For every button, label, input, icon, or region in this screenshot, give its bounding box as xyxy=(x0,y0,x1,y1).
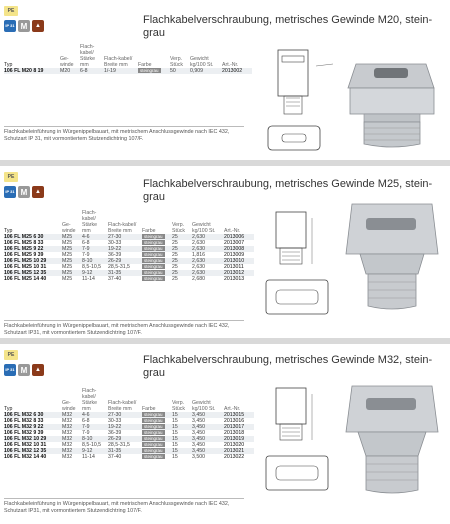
icon-row xyxy=(4,186,44,198)
cell-typ: 106 FL M32 10 29 xyxy=(4,436,62,442)
metric-thread-icon: M xyxy=(18,20,30,32)
col-gewicht: Gewicht kg/100 St. xyxy=(192,222,216,234)
cell-staerke: 9-12 xyxy=(82,448,108,454)
col-staerke: Flach-kabel/ Stärke mm xyxy=(82,388,97,412)
ip31-icon: IP 31 xyxy=(4,186,16,198)
color-swatch: steingrau xyxy=(144,448,163,453)
section-m32 xyxy=(0,346,450,524)
cell-artnr: 2013008 xyxy=(224,246,254,252)
cell-verp: 15 xyxy=(172,442,178,448)
table-header xyxy=(4,44,252,68)
cell-gewinde: M25 xyxy=(62,234,82,240)
cell-typ: 106 FL M32 12 35 xyxy=(4,448,62,454)
cell-farbe xyxy=(142,454,172,460)
cell-gewinde: M32 xyxy=(62,454,73,460)
cell-artnr: 2013020 xyxy=(224,442,245,448)
cell-gewicht: 3,450 xyxy=(192,430,205,436)
col-artnr: Art.-Nr. xyxy=(222,62,239,68)
color-swatch: steingrau xyxy=(144,252,163,257)
cell-breite: 27-30 xyxy=(108,234,142,240)
cell-breite: 19-22 xyxy=(108,424,142,430)
col-breite: Flach-kabel/ Breite mm xyxy=(104,56,133,68)
cell-verp: 15 xyxy=(172,454,178,460)
cell-gewinde: M32 xyxy=(62,430,73,436)
color-swatch: steingrau xyxy=(144,454,163,459)
cell-artnr: 2013013 xyxy=(224,276,245,282)
cell-verp: 25 xyxy=(172,270,192,276)
cell-gewinde: M32 xyxy=(62,442,73,448)
cell-gewicht: 2,630 xyxy=(192,246,224,252)
section-m20 xyxy=(0,0,450,160)
col-typ: Typ xyxy=(4,406,13,412)
cell-gewicht: 1,816 xyxy=(192,252,205,258)
cell-gewicht: 2,630 xyxy=(192,240,205,246)
color-swatch: steingrau xyxy=(144,234,163,239)
product-photo xyxy=(338,376,446,504)
cell-gewinde: M25 xyxy=(62,276,73,282)
section-divider xyxy=(0,338,450,344)
table-row xyxy=(4,454,254,460)
cell-verp: 15 xyxy=(172,430,178,436)
cell-gewinde: M32 xyxy=(62,418,73,424)
flame-icon: ▲ xyxy=(32,186,44,198)
cell-breite: 30-33 xyxy=(108,418,122,424)
color-swatch: steingrau xyxy=(144,276,163,281)
cell-verp: 15 xyxy=(172,412,192,418)
cell-gewinde: M25 xyxy=(62,258,82,264)
cell-artnr: 2013002 xyxy=(222,68,252,74)
cell-verp: 25 xyxy=(172,258,192,264)
cell-artnr: 2013010 xyxy=(224,258,254,264)
technical-drawing xyxy=(262,208,342,320)
cell-staerke: 6-8 xyxy=(80,68,104,74)
table-header xyxy=(4,388,254,412)
cell-breite: 36-39 xyxy=(108,252,122,258)
cell-breite: 31-35 xyxy=(108,270,142,276)
product-table xyxy=(4,388,254,460)
cell-verp: 15 xyxy=(172,448,192,454)
cell-verp: 25 xyxy=(172,234,192,240)
cell-farbe xyxy=(142,276,172,282)
col-breite: Flach-kabel/ Breite mm xyxy=(108,222,137,234)
section-divider xyxy=(0,160,450,166)
cell-gewicht: 2,630 xyxy=(192,264,205,270)
color-swatch: steingrau xyxy=(140,68,159,73)
cell-gewinde: M25 xyxy=(62,252,73,258)
cell-gewicht: 3,450 xyxy=(192,448,224,454)
col-artnr: Art.-Nr. xyxy=(224,406,241,412)
col-gewinde: Ge-winde xyxy=(60,56,74,68)
cell-artnr: 2013007 xyxy=(224,240,245,246)
cell-gewicht: 3,500 xyxy=(192,454,205,460)
cell-verp: 25 xyxy=(172,264,178,270)
pe-badge: PE xyxy=(4,172,18,182)
section-title: Flachkabelverschraubung, metrisches Gewinde M20, stein-grau xyxy=(143,14,433,39)
cell-breite: 36-39 xyxy=(108,430,122,436)
cell-artnr: 2013022 xyxy=(224,454,245,460)
cell-gewicht: 3,450 xyxy=(192,418,205,424)
cell-verp: 50 xyxy=(170,68,190,74)
product-table xyxy=(4,210,254,282)
cell-artnr: 2013009 xyxy=(224,252,245,258)
cell-artnr: 2013015 xyxy=(224,412,254,418)
col-breite: Flach-kabel/ Breite mm xyxy=(108,400,137,412)
col-verp: Verp. Stück xyxy=(172,400,185,412)
cell-typ: 106 FL M20 8 19 xyxy=(4,68,60,74)
cell-gewicht: 0,909 xyxy=(190,68,222,74)
cell-staerke: 7-9 xyxy=(82,252,90,258)
metric-thread-icon: M xyxy=(18,186,30,198)
cell-gewicht: 3,450 xyxy=(192,412,224,418)
col-gewicht: Gewicht kg/100 St. xyxy=(190,56,214,68)
pe-badge: PE xyxy=(4,350,18,360)
col-artnr: Art.-Nr. xyxy=(224,228,241,234)
cell-staerke: 4-6 xyxy=(82,412,108,418)
color-swatch: steingrau xyxy=(144,240,163,245)
cell-breite: 37-40 xyxy=(108,276,122,282)
technical-drawing xyxy=(258,46,340,156)
cell-gewinde: M25 xyxy=(62,264,73,270)
cell-typ: 106 FL M32 10 31 xyxy=(4,442,47,448)
cell-breite: 31-35 xyxy=(108,448,142,454)
cell-gewinde: M25 xyxy=(62,240,73,246)
flame-icon: ▲ xyxy=(32,364,44,376)
cell-verp: 25 xyxy=(172,276,178,282)
cell-staerke: 11-14 xyxy=(82,454,95,460)
cell-breite: 37-40 xyxy=(108,454,122,460)
icon-row xyxy=(4,20,44,32)
cell-typ: 106 FL M25 10 29 xyxy=(4,258,62,264)
cell-gewicht: 2,680 xyxy=(192,276,205,282)
cell-gewinde: M25 xyxy=(62,246,82,252)
cell-typ: 106 FL M25 14 40 xyxy=(4,276,47,282)
cell-breite: 1/-19 xyxy=(104,68,138,74)
col-gewinde: Ge-winde xyxy=(62,222,76,234)
pe-badge: PE xyxy=(4,6,18,16)
col-farbe: Farbe xyxy=(138,62,152,68)
cell-staerke: 7-9 xyxy=(82,246,108,252)
color-swatch: steingrau xyxy=(144,412,163,417)
col-gewicht: Gewicht kg/100 St. xyxy=(192,400,216,412)
cell-verp: 25 xyxy=(172,252,178,258)
cell-typ: 106 FL M25 10 31 xyxy=(4,264,47,270)
table-row xyxy=(4,276,254,282)
cell-artnr: 2013017 xyxy=(224,424,254,430)
cell-breite: 30-33 xyxy=(108,240,122,246)
col-farbe: Farbe xyxy=(142,406,156,412)
cell-staerke: 8-10 xyxy=(82,436,108,442)
cell-gewinde: M20 xyxy=(60,68,80,74)
description: Flachkabeleinführung in Würgenippelbauart, mit metrischem Anschlussgewinde nach IEC 432, Schutzart IP31, mit vormontiertem Stutzendichtring 107/F. xyxy=(4,320,244,337)
cell-staerke: 8,5-10,5 xyxy=(82,442,102,448)
cell-gewinde: M32 xyxy=(62,412,82,418)
col-gewinde: Ge-winde xyxy=(62,400,76,412)
cell-gewicht: 3,450 xyxy=(192,436,224,442)
color-swatch: steingrau xyxy=(144,430,163,435)
section-title: Flachkabelverschraubung, metrisches Gewinde M32, stein-grau xyxy=(143,354,433,379)
cell-typ: 106 FL M25 9 39 xyxy=(4,252,44,258)
cell-verp: 25 xyxy=(172,240,178,246)
cell-verp: 25 xyxy=(172,246,192,252)
cell-gewinde: M32 xyxy=(62,424,82,430)
cell-breite: 26-29 xyxy=(108,258,142,264)
section-m25 xyxy=(0,168,450,338)
col-typ: Typ xyxy=(4,228,13,234)
cell-typ: 106 FL M32 8 33 xyxy=(4,418,44,424)
cell-breite: 28,5-31,5 xyxy=(108,442,130,448)
cell-verp: 15 xyxy=(172,424,192,430)
icon-row xyxy=(4,364,44,376)
cell-verp: 15 xyxy=(172,436,192,442)
cell-gewinde: M32 xyxy=(62,436,82,442)
cell-typ: 106 FL M25 12 35 xyxy=(4,270,62,276)
cell-breite: 26-29 xyxy=(108,436,142,442)
cell-staerke: 8,5-10,5 xyxy=(82,264,102,270)
cell-staerke: 11-14 xyxy=(82,276,95,282)
col-typ: Typ xyxy=(4,62,13,68)
color-swatch: steingrau xyxy=(144,424,163,429)
color-swatch: steingrau xyxy=(144,270,163,275)
color-swatch: steingrau xyxy=(144,258,163,263)
color-swatch: steingrau xyxy=(144,436,163,441)
cell-artnr: 2013011 xyxy=(224,264,244,270)
metric-thread-icon: M xyxy=(18,364,30,376)
cell-gewicht: 3,450 xyxy=(192,424,224,430)
ip31-icon: IP 31 xyxy=(4,20,16,32)
cell-artnr: 2013016 xyxy=(224,418,245,424)
cell-typ: 106 FL M32 9 22 xyxy=(4,424,62,430)
table-row xyxy=(4,68,252,74)
cell-gewinde: M32 xyxy=(62,448,82,454)
cell-typ: 106 FL M25 8 33 xyxy=(4,240,44,246)
cell-staerke: 6-8 xyxy=(82,240,90,246)
color-swatch: steingrau xyxy=(144,418,163,423)
cell-typ: 106 FL M25 9 22 xyxy=(4,246,62,252)
col-verp: Verp. Stück xyxy=(170,56,183,68)
color-swatch: steingrau xyxy=(144,246,163,251)
cell-verp: 15 xyxy=(172,418,178,424)
cell-breite: 19-22 xyxy=(108,246,142,252)
cell-breite: 28,5-31,5 xyxy=(108,264,130,270)
cell-artnr: 2013021 xyxy=(224,448,254,454)
cell-farbe xyxy=(138,68,170,74)
cell-typ: 106 FL M25 6 30 xyxy=(4,234,62,240)
color-swatch: steingrau xyxy=(144,264,163,269)
cell-gewicht: 3,450 xyxy=(192,442,205,448)
product-photo xyxy=(338,44,446,154)
table-body xyxy=(4,412,254,460)
cell-breite: 27-30 xyxy=(108,412,142,418)
cell-gewicht: 2,630 xyxy=(192,234,224,240)
flame-icon: ▲ xyxy=(32,20,44,32)
cell-gewicht: 2,630 xyxy=(192,270,224,276)
ip31-icon: IP 31 xyxy=(4,364,16,376)
cell-typ: 106 FL M32 6 30 xyxy=(4,412,62,418)
cell-staerke: 6-8 xyxy=(82,418,90,424)
cell-staerke: 7-9 xyxy=(82,430,90,436)
cell-artnr: 2013006 xyxy=(224,234,254,240)
table-header xyxy=(4,210,254,234)
col-farbe: Farbe xyxy=(142,228,156,234)
table-body xyxy=(4,234,254,282)
cell-gewicht: 2,630 xyxy=(192,258,224,264)
cell-artnr: 2013012 xyxy=(224,270,254,276)
col-staerke: Flach-kabel/ Stärke mm xyxy=(82,210,97,234)
description: Flachkabeleinführung in Würgenippelbauart, mit metrischem Anschlussgewinde nach IEC 432, Schutzart IP 31, mit vormontiertem Stutzendichtring 107/F. xyxy=(4,126,244,143)
cell-artnr: 2013018 xyxy=(224,430,245,436)
cell-typ: 106 FL M32 9 39 xyxy=(4,430,44,436)
cell-staerke: 7-9 xyxy=(82,424,108,430)
cell-staerke: 9-12 xyxy=(82,270,108,276)
product-photo xyxy=(338,194,446,322)
section-title: Flachkabelverschraubung, metrisches Gewinde M25, stein-grau xyxy=(143,178,433,203)
cell-gewinde: M25 xyxy=(62,270,82,276)
col-staerke: Flach-kabel/ Stärke mm xyxy=(80,44,95,68)
cell-typ: 106 FL M32 14 40 xyxy=(4,454,47,460)
col-verp: Verp. Stück xyxy=(172,222,185,234)
cell-staerke: 4-6 xyxy=(82,234,108,240)
product-table xyxy=(4,44,252,74)
description: Flachkabeleinführung in Würgenippelbauart, mit metrischem Anschlussgewinde nach IEC 432, Schutzart IP31, mit vormontiertem Stutzendichtring 107/F. xyxy=(4,498,244,515)
cell-staerke: 8-10 xyxy=(82,258,108,264)
technical-drawing xyxy=(262,384,342,496)
cell-artnr: 2013019 xyxy=(224,436,254,442)
color-swatch: steingrau xyxy=(144,442,163,447)
